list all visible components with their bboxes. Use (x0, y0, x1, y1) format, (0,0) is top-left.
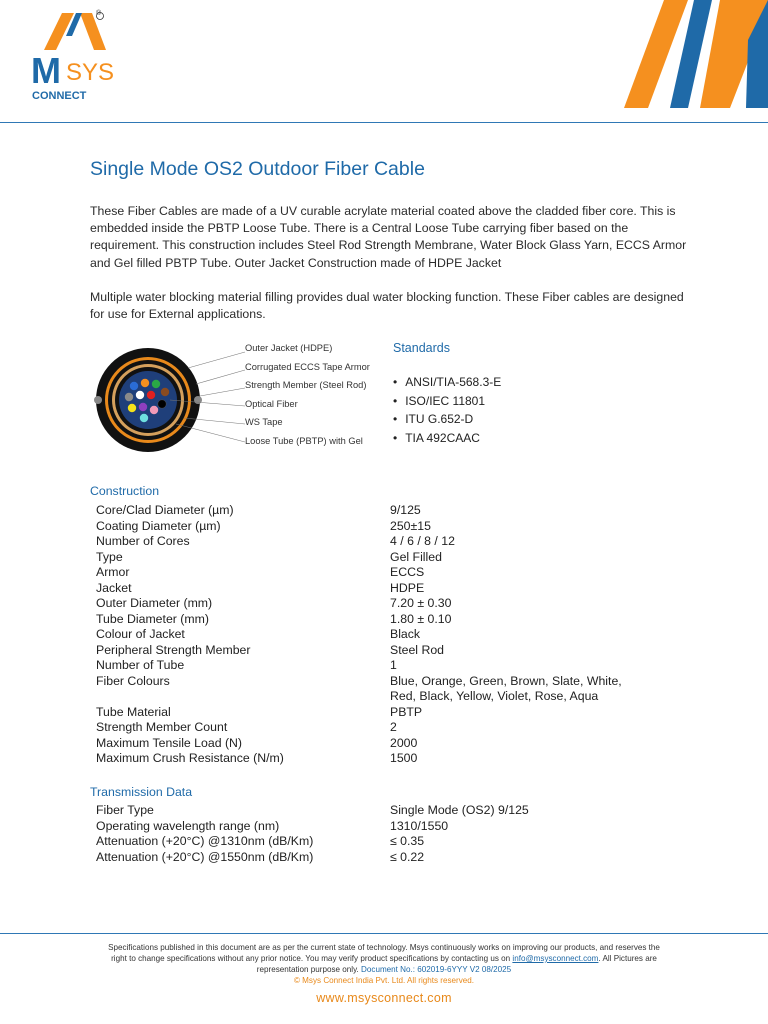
spec-row (96, 565, 656, 581)
website-link[interactable]: www.msysconnect.com (316, 991, 452, 1005)
legend-item: Corrugated ECCS Tape Armor (245, 361, 370, 372)
spec-label: Attenuation (+20°C) @1310nm (dB/Km) (96, 834, 314, 848)
footer-line: representation purpose only. Document No.: 602019-6YYY V2 08/2025 (256, 965, 512, 974)
spec-label: Peripheral Strength Member (96, 642, 251, 657)
msys-connect-logo (28, 10, 128, 110)
legend-item: WS Tape (245, 417, 283, 427)
footer-line: Specifications published in this document are as per the current state of technology. Msys continuously works on improving our products, and reserves the (108, 943, 660, 952)
spec-label: Number of Cores (96, 534, 190, 548)
logo-main-text: SYS (66, 59, 115, 86)
spec-value: ≤ 0.22 (390, 849, 425, 864)
spec-label: Number of Tube (96, 658, 185, 672)
legend-item: Strength Member (Steel Rod) (245, 380, 367, 390)
spec-label: Type (96, 549, 123, 564)
spec-row (96, 674, 656, 690)
spec-value: Single Mode (OS2) 9/125 (390, 803, 529, 817)
spec-row (96, 736, 656, 752)
legend-item: Outer Jacket (HDPE) (245, 343, 333, 353)
corner-stripes-graphic (608, 0, 768, 108)
spec-label: Maximum Crush Resistance (N/m) (96, 751, 284, 765)
header-divider (0, 122, 768, 123)
spec-row (96, 643, 656, 659)
intro-paragraph-1: These Fiber Cables are made of a UV curable acrylate material coated above the cladded fiber core. This is embedded inside the PBTP Loose Tube. There is a Central Loose Tube carrying fiber based on the requirement. This construction includes Steel Rod Strength Membrane, Water Block Glass Yarn, ECCS Armor and Gel filled PBTP Tube. Outer Jacket Construction made of HDPE Jacket (90, 204, 687, 270)
spec-value: Gel Filled (390, 549, 442, 564)
spec-row (96, 627, 656, 643)
transmission-heading: Transmission Data (90, 785, 193, 799)
spec-label: Tube Diameter (mm) (96, 611, 209, 626)
spec-value: Steel Rod (390, 642, 445, 657)
spec-value: 9/125 (390, 503, 421, 517)
spec-label: Armor (96, 565, 130, 579)
spec-value: PBTP (390, 704, 423, 719)
standards-list (393, 375, 501, 449)
spec-value: 4 / 6 / 8 / 12 (390, 534, 455, 548)
construction-table (96, 503, 656, 767)
spec-row (96, 581, 656, 597)
spec-label: Jacket (96, 580, 132, 595)
footer-divider (0, 933, 768, 934)
spec-label: Tube Material (96, 704, 171, 719)
spec-row-continuation (96, 689, 656, 705)
email-link[interactable]: info@msysconnect.com (512, 954, 599, 963)
spec-row (96, 596, 656, 612)
transmission-table (96, 803, 656, 865)
spec-label: Coating Diameter (µm) (96, 518, 221, 533)
spec-row (96, 658, 656, 674)
intro-paragraph-2: Multiple water blocking material filling provides dual water blocking function. These Fiber cables are designed for use for External applications. (90, 290, 684, 322)
standard-item: • ITU G.652-D (393, 412, 501, 431)
spec-value: 1310/1550 (390, 818, 449, 833)
cable-legend (245, 342, 370, 453)
spec-value: 1 (390, 658, 397, 672)
spec-label: Fiber Colours (96, 673, 170, 688)
standard-item: • TIA 492CAAC (393, 431, 501, 450)
spec-label: Fiber Type (96, 803, 154, 817)
spec-value: 1.80 ± 0.10 (390, 611, 452, 626)
spec-value: ECCS (390, 565, 425, 579)
spec-row (96, 834, 656, 850)
spec-value: 250±15 (390, 518, 431, 533)
spec-label: Operating wavelength range (nm) (96, 818, 280, 833)
spec-label: Maximum Tensile Load (N) (96, 735, 243, 750)
spec-value: 2 (390, 720, 397, 734)
footer-disclaimer (80, 942, 688, 986)
spec-row (96, 751, 656, 767)
spec-label: Strength Member Count (96, 720, 228, 734)
spec-value: 1500 (390, 751, 418, 765)
legend-item: Optical Fiber (245, 398, 298, 409)
spec-row (96, 803, 656, 819)
logo-m: M (31, 50, 61, 91)
spec-value: Red, Black, Yellow, Violet, Rose, Aqua (390, 689, 599, 703)
page-title: Single Mode OS2 Outdoor Fiber Cable (90, 158, 425, 180)
construction-heading: Construction (90, 484, 160, 498)
spec-label: Attenuation (+20°C) @1550nm (dB/Km) (96, 849, 314, 864)
registered-mark: ® (96, 10, 102, 17)
spec-row (96, 850, 656, 866)
footer-line: right to change specifications without any prior notice. You may verify product specifications by contacting us on info@msysconnect.com. All Pictures are (111, 954, 657, 963)
logo-sub-text: CONNECT (32, 90, 87, 102)
document-number: Document No.: 602019-6YYY V2 08/2025 (361, 965, 512, 974)
standards-heading: Standards (393, 341, 450, 355)
spec-label: Core/Clad Diameter (µm) (96, 503, 234, 517)
spec-value: ≤ 0.35 (390, 834, 425, 848)
spec-row (96, 534, 656, 550)
spec-row (96, 819, 656, 835)
spec-label: Outer Diameter (mm) (96, 596, 213, 610)
spec-value: Black (390, 627, 421, 641)
spec-row (96, 705, 656, 721)
spec-label: Colour of Jacket (96, 627, 185, 641)
spec-value: 2000 (390, 735, 418, 750)
spec-value: HDPE (390, 580, 425, 595)
spec-row (96, 503, 656, 519)
copyright: © Msys Connect India Pvt. Ltd. All rights reserved. (293, 976, 475, 985)
spec-row (96, 519, 656, 535)
spec-row (96, 612, 656, 628)
spec-row (96, 550, 656, 566)
spec-value: Blue, Orange, Green, Brown, Slate, White, (390, 673, 622, 688)
spec-row (96, 720, 656, 736)
standard-item: • ANSI/TIA-568.3-E (393, 375, 501, 394)
cable-cross-section-diagram (88, 340, 248, 460)
spec-value: 7.20 ± 0.30 (390, 596, 452, 610)
legend-item: Loose Tube (PBTP) with Gel (245, 435, 363, 446)
standard-item: • ISO/IEC 11801 (393, 394, 501, 413)
